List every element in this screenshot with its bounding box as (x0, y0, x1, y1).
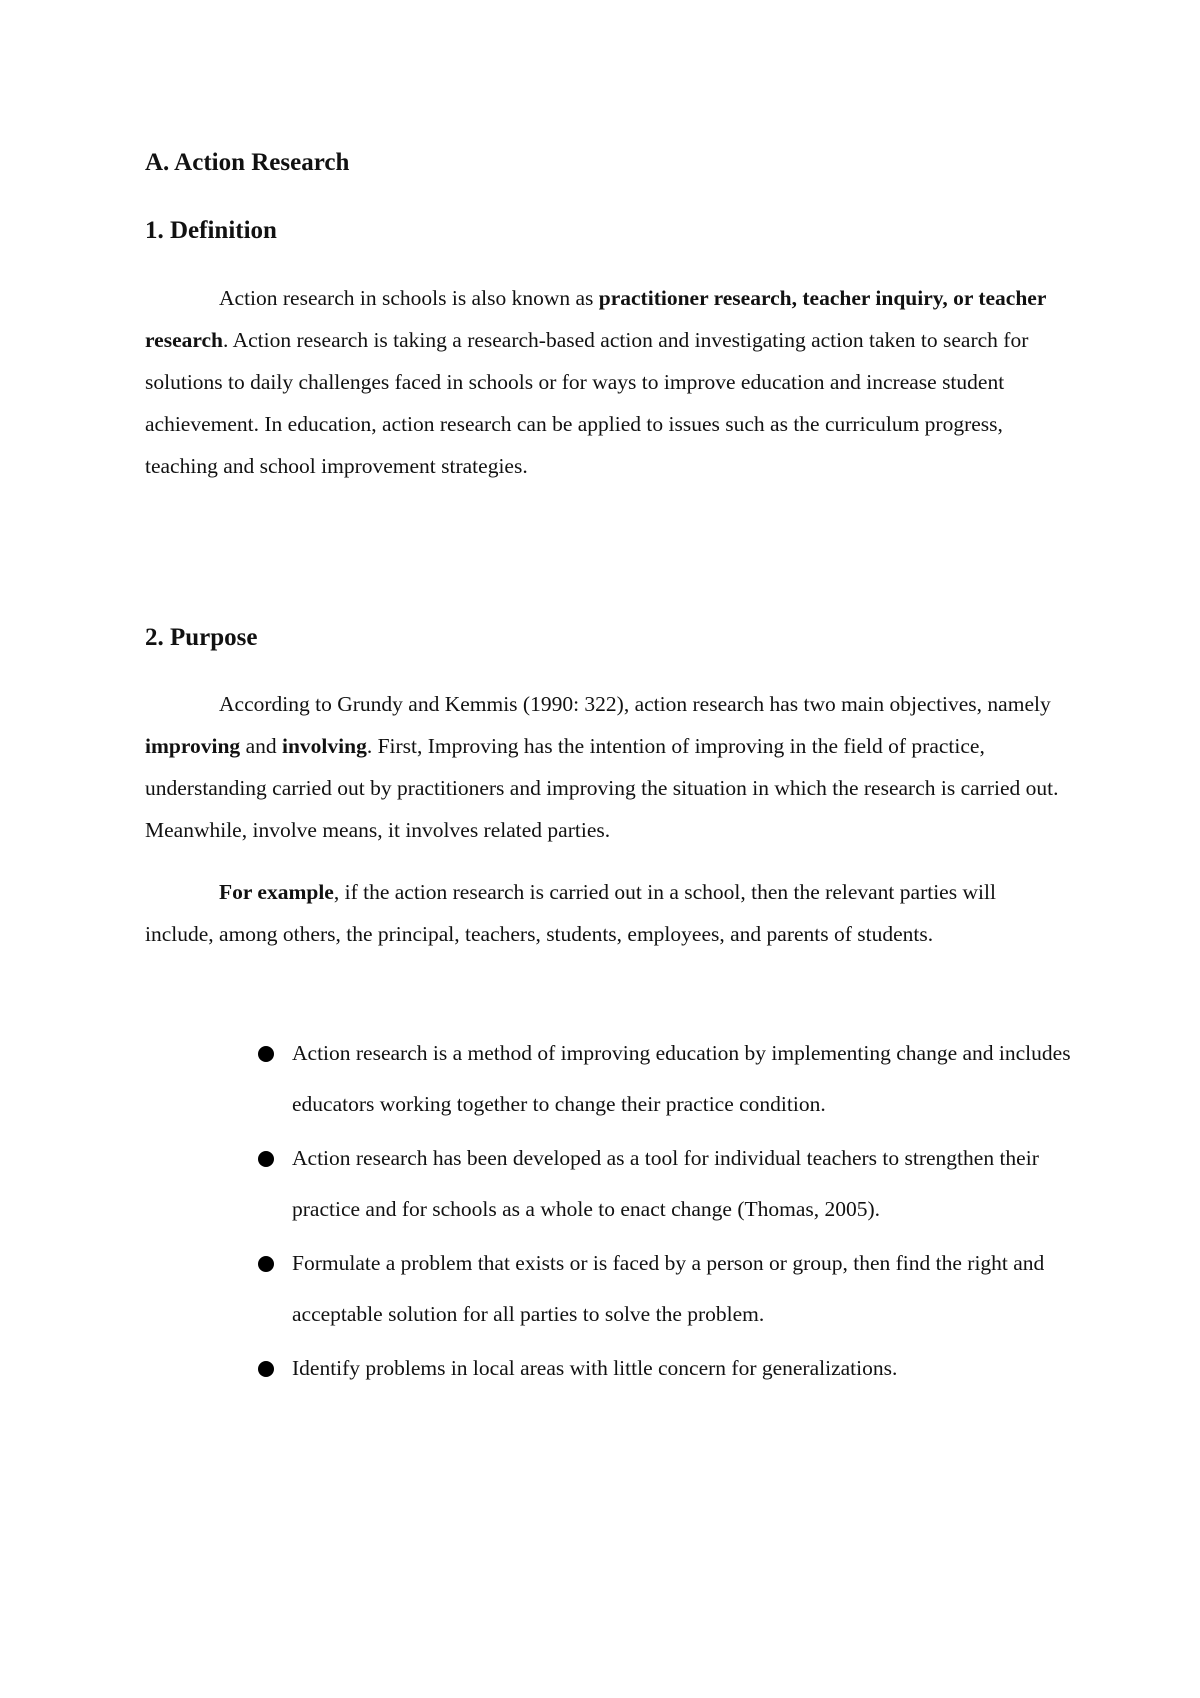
bullet-dot-icon (258, 1046, 274, 1062)
purpose-paragraph-1 (145, 683, 1065, 851)
purpose-bold-improving: improving (145, 734, 241, 758)
purpose-p1-text-3: . First, Improving has the intention of improving in the field of practice, understanding carried out by practitioners and improving the situation in which the research is carried out. Meanwhile, involve means, it involves related parties. (145, 734, 1059, 842)
purpose-bold-involving: involving (281, 734, 367, 758)
definition-text-2: . Action research is taking a research-based action and investigating action taken to search for solutions to daily challenges faced in schools or for ways to improve education and increase student achievement. In education, action research can be applied to issues such as the curriculum progress, teaching and school improvement strategies. (145, 328, 1029, 478)
bullet-text: Formulate a problem that exists or is faced by a person or group, then find the right and acceptable solution for all parties to solve the problem. (292, 1251, 1045, 1326)
bullet-dot-icon (258, 1256, 274, 1272)
bullet-dot-icon (258, 1361, 274, 1377)
bullet-list (255, 1028, 1075, 1397)
list-item (255, 1238, 1075, 1340)
definition-text-1: Action research in schools is also known as (219, 286, 599, 310)
section-title: A. Action Research (145, 149, 350, 176)
definition-paragraph (145, 277, 1065, 487)
list-item (255, 1343, 1075, 1394)
bullet-dot-icon (258, 1151, 274, 1167)
purpose-p1-text-2: and (240, 734, 282, 758)
purpose-bold-for-example: For example (219, 880, 334, 904)
definition-bold-terms: practitioner research, teacher inquiry, or teacher research (145, 286, 1046, 352)
purpose-p2-text: , if the action research is carried out in a school, then the relevant parties will include, among others, the principal, teachers, students, employees, and parents of students. (145, 880, 996, 946)
purpose-paragraph-2 (145, 871, 1065, 955)
bullet-text: Action research has been developed as a tool for individual teachers to strengthen their practice and for schools as a whole to enact change (Thomas, 2005). (292, 1146, 1039, 1221)
list-item (255, 1028, 1075, 1130)
bullet-text: Action research is a method of improving education by implementing change and includes educators working together to change their practice condition. (292, 1041, 1071, 1116)
purpose-heading: 2. Purpose (145, 624, 258, 651)
purpose-p1-text-1: According to Grundy and Kemmis (1990: 322), action research has two main objectives, namely (219, 692, 1051, 716)
definition-heading: 1. Definition (145, 217, 277, 244)
bullet-text: Identify problems in local areas with little concern for generalizations. (292, 1356, 898, 1380)
list-item (255, 1133, 1075, 1235)
